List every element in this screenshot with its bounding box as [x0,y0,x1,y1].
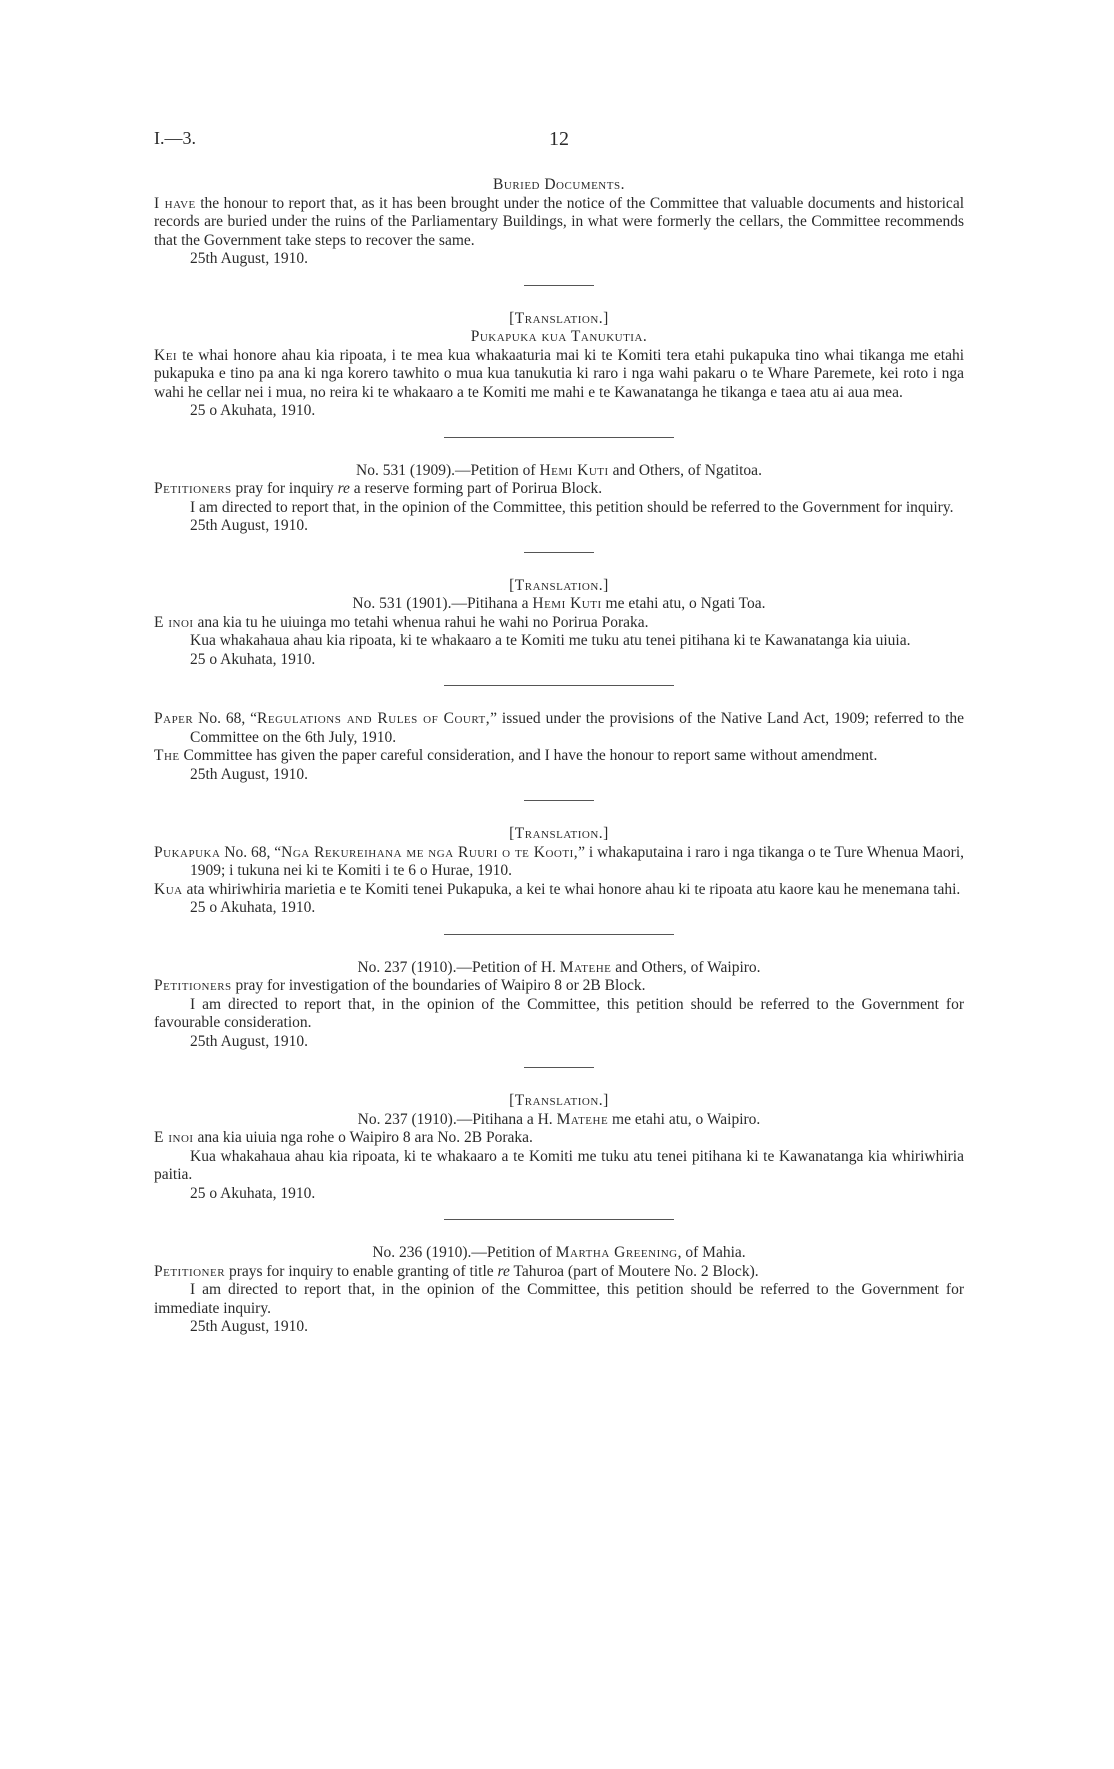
petitioner-name: Hemi Kuti [532,595,602,612]
report-paragraph [154,195,964,251]
prayer-paragraph: Petitioner prays for inquiry to enable granting of title re Tahuroa (part of Moutere No. 2 Block). [154,1262,759,1280]
report-date: 25 o Akuhata, 1910. [190,402,316,419]
translation-tag: [Translation.] [509,1092,609,1109]
paper-title: Nga Rekureihana me nga Ruuri o te Kooti, [281,843,579,861]
lead-word: Kua [154,880,183,898]
prayer-paragraph: E inoi ana kia tu he uiuinga mo tetahi whenua rahui he wahi no Porirua Poraka. [154,613,649,631]
report-date: 25th August, 1910. [190,1318,308,1335]
petition-heading: No. 531 (1909).—Petition of Hemi Kuti and Others, of Ngatitoa. [356,461,762,479]
report-paragraph: The Committee has given the paper careful consideration, and I have the honour to report same without amendment. [154,747,878,764]
petitioner-name: Matehe [559,958,612,976]
petitioner-name: Matehe [556,1110,609,1128]
report-paragraph: I am directed to report that, in the opinion of the Committee, this petition should be referred to the Government for inquiry. [190,498,954,516]
paper-heading: Paper No. 68, “Regulations and Rules of Court,” issued under the provisions of the Native Land Act, 1909; referred to the Committee on the 6th July, 1910. [154,710,965,746]
section-title: Buried Documents. [493,176,625,193]
lead-word: E inoi [154,613,194,631]
report-paragraph [154,347,964,403]
section-divider [444,685,674,686]
report-date: 25th August, 1910. [190,250,308,267]
lead-word: Pukapuka [154,843,221,861]
translation-tag: [Translation.] [509,825,609,842]
report-date: 25 o Akuhata, 1910. [190,650,316,668]
section-divider [524,552,594,553]
translation-tag: [Translation.] [509,309,609,327]
page-content [154,176,964,1337]
petition-heading: No. 236 (1910).—Petition of Martha Greening, of Mahia. [372,1244,746,1261]
prayer-paragraph: Petitioners pray for inquiry re a reserve forming part of Porirua Block. [154,480,603,497]
lead-word: Paper [154,710,194,727]
lead-word: I have [154,194,196,212]
prayer-paragraph: Petitioners pray for investigation of the boundaries of Waipiro 8 or 2B Block. [154,977,646,994]
petition-heading: No. 237 (1910).—Petition of H. Matehe and Others, of Waipiro. [357,958,761,976]
paragraph-text: te whai honore ahau kia ripoata, i te mea kua whakaaturia mai ki te Komiti tera etahi pukapuka tino whai tikanga me etahi pukapuka e tino pa ana ki nga korero tawhito o mua kua tanukutia ki raro i nga wahi pakaru o te Whare Paremete, kei roto i nga wahi he cellar nei i mua, no reira ki te whakaaro a te Komiti me mahi e te Kawanatanga he tikanga e taea atu ai aua mea. [154,346,965,401]
petitioner-name: Martha Greening [555,1244,678,1261]
report-paragraph: Kua ata whiriwhiria marietia e te Komiti tenei Pukapuka, a kei te whai honore ahau ki te ripoata atu kaore kau he menemana tahi. [154,880,961,898]
lead-word: The [154,747,180,764]
report-date: 25th August, 1910. [190,1032,308,1050]
section-divider [524,1067,594,1068]
report-date: 25 o Akuhata, 1910. [190,899,316,916]
section-divider [444,1219,674,1220]
section-divider [444,934,674,935]
section-divider [444,437,674,438]
report-date: 25 o Akuhata, 1910. [190,1184,316,1202]
lead-word: Petitioner [154,1262,226,1280]
paragraph-text: the honour to report that, as it has been brought under the notice of the Committee that valuable documents and historical records are buried under the ruins of the Parliamentary Buildings, in what were formerly the cellars, the Committee recommends that the Government take steps to recover the same. [154,194,965,249]
report-date: 25th August, 1910. [190,765,308,783]
petition-heading: No. 531 (1901).—Pitihana a Hemi Kuti me etahi atu, o Ngati Toa. [352,595,766,612]
prayer-paragraph: E inoi ana kia uiuia nga rohe o Waipiro 8 ara No. 2B Poraka. [154,1129,533,1146]
translation-tag: [Translation.] [509,576,609,594]
paper-title: Regulations and Rules of Court, [257,710,491,727]
section-title: Pukapuka kua Tanukutia. [470,328,648,345]
paper-heading: Pukapuka No. 68, “Nga Rekureihana me nga Ruuri o te Kooti,” i whakaputaina i raro i nga tikanga o te Ture Whenua Maori, 1909; i tukuna nei ki te Komiti i te 6 o Hurae, 1910. [154,843,965,879]
petition-heading: No. 237 (1910).—Pitihana a H. Matehe me etahi atu, o Waipiro. [357,1110,761,1128]
section-divider [524,285,594,286]
page-number: 12 [549,128,569,150]
page-header [154,128,964,152]
lead-word: Petitioners [154,977,232,994]
report-paragraph: I am directed to report that, in the opinion of the Committee, this petition should be referred to the Government for immediate inquiry. [154,1281,964,1317]
lead-word: E inoi [154,1129,194,1146]
petitioner-name: Hemi Kuti [539,461,609,479]
report-paragraph: I am directed to report that, in the opinion of the Committee, this petition should be referred to the Government for favourable consideration. [154,995,964,1031]
report-paragraph: Kua whakahaua ahau kia ripoata, ki te whakaaro a te Komiti me tuku atu tenei pitihana ki te Kawanatanga kia whiriwhiria paitia. [154,1147,964,1183]
lead-word: Petitioners [154,480,232,497]
lead-word: Kei [154,346,178,364]
report-date: 25th August, 1910. [190,517,308,534]
report-paragraph: Kua whakahaua ahau kia ripoata, ki te whakaaro a te Komiti me tuku atu tenei pitihana ki te Kawanatanga kia uiuia. [190,632,911,649]
paper-reference: I.—3. [154,128,196,148]
section-divider [524,800,594,801]
